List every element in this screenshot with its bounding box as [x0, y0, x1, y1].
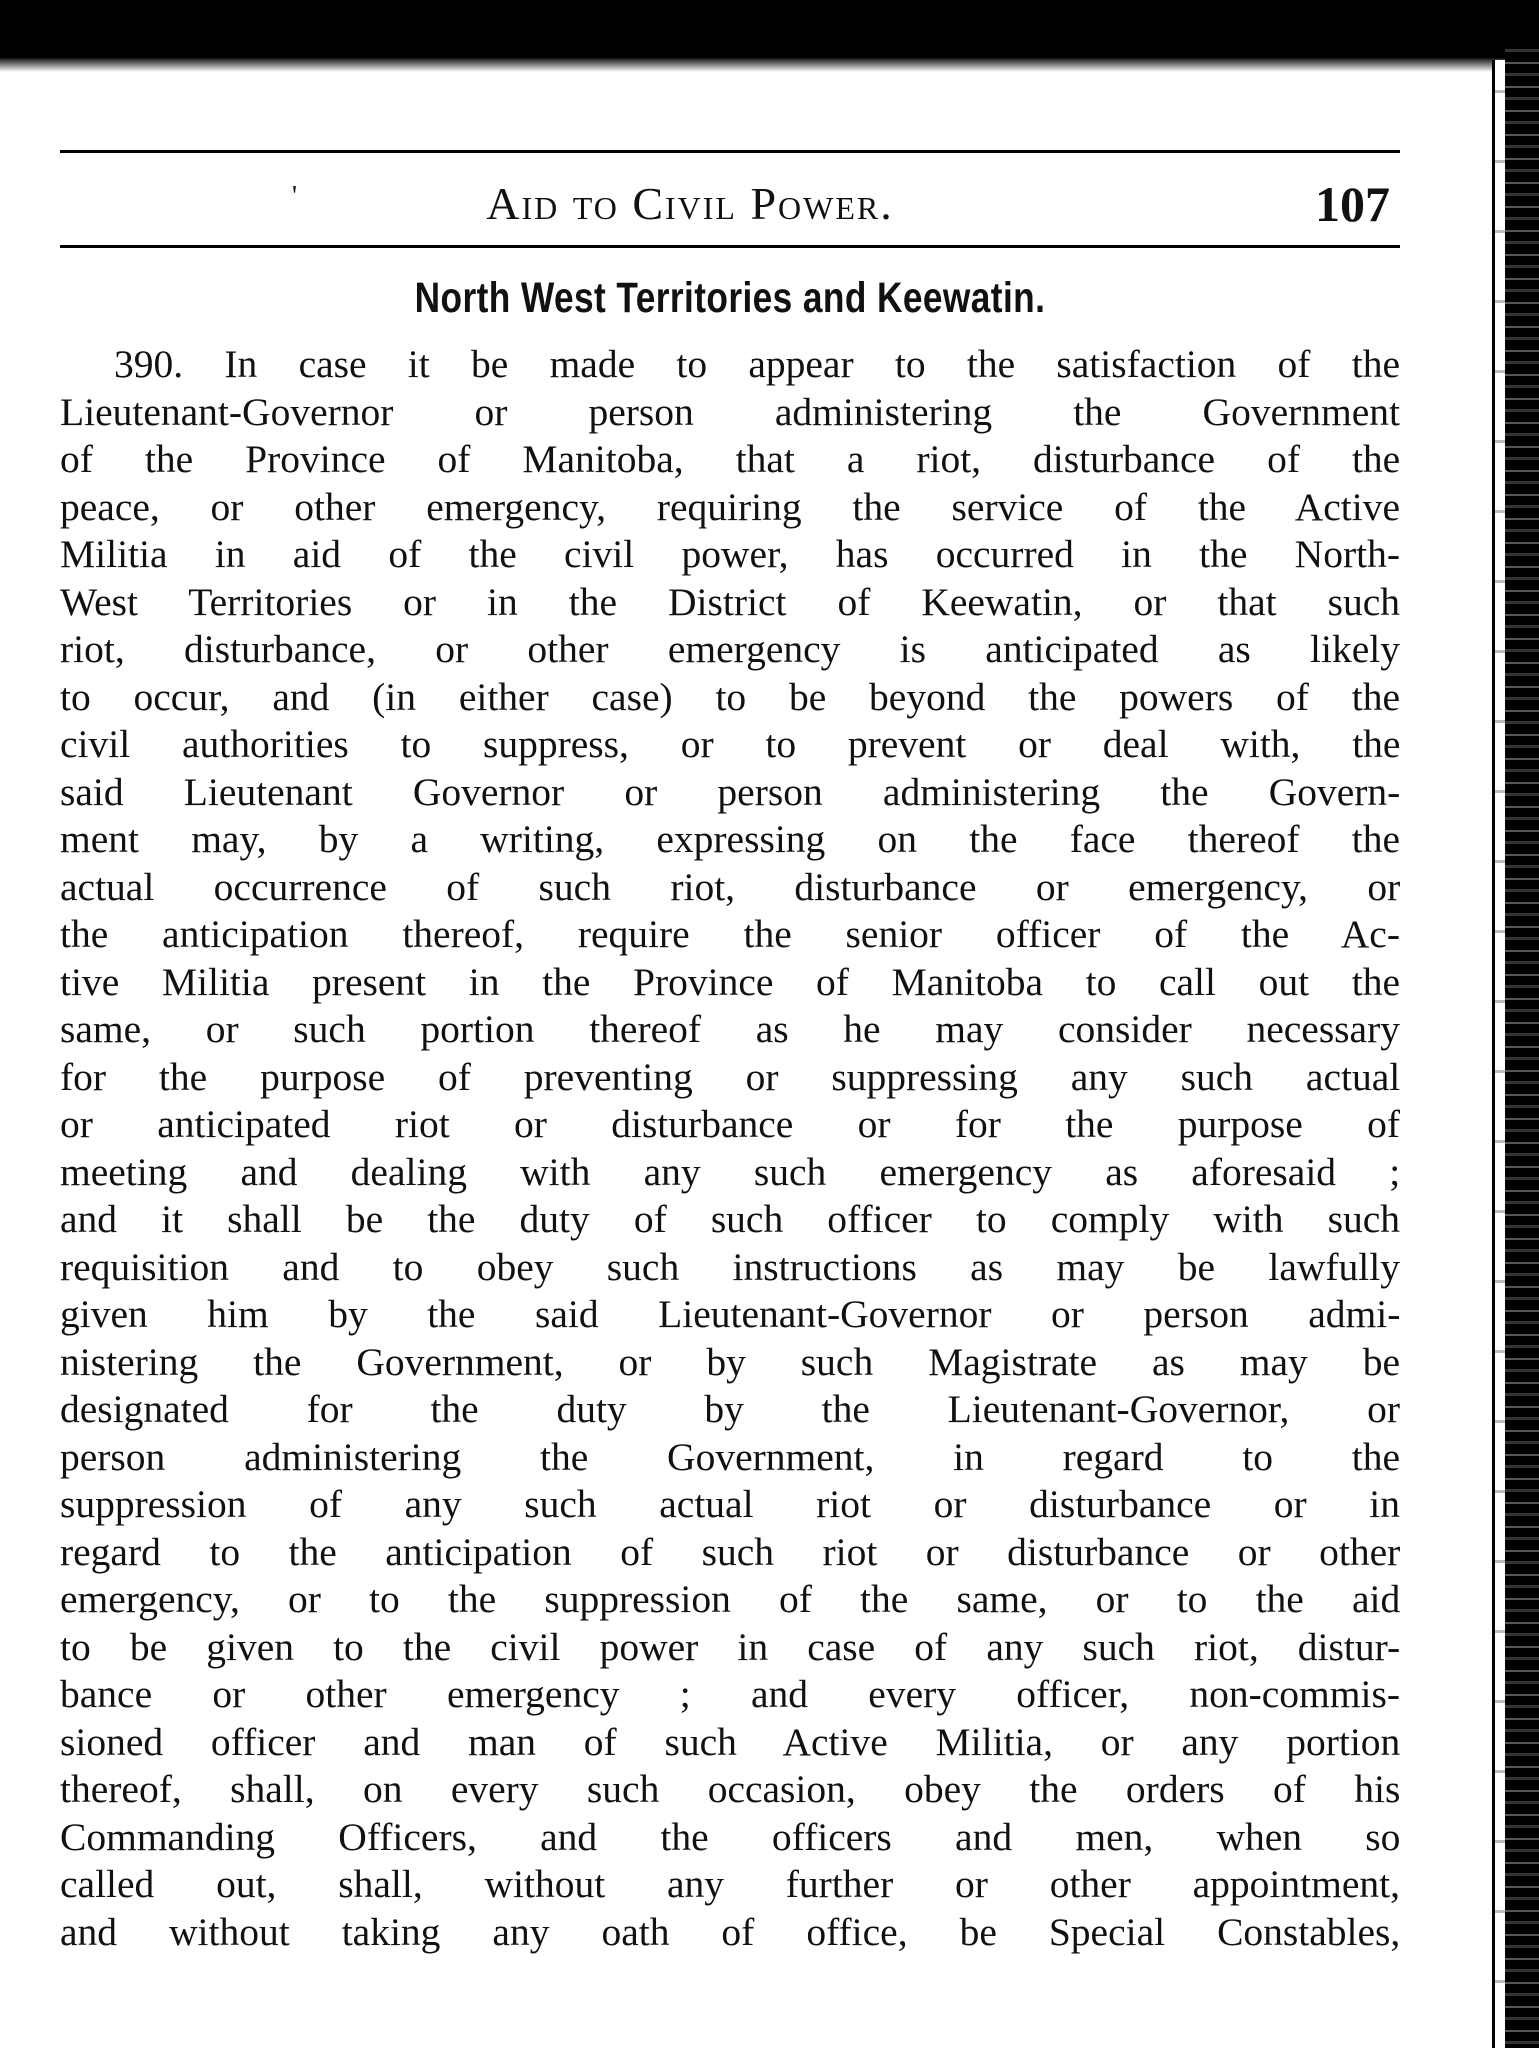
body-line: Militia in aid of the civil power, has occurred in the North- — [60, 532, 1400, 576]
body-line: Commanding Officers, and the officers and men, when so — [60, 1814, 1401, 1859]
book-page — [60, 150, 1400, 1956]
body-line: the anticipation thereof, require the senior officer of the Ac- — [60, 912, 1400, 956]
body-line: actual occurrence of such riot, disturbance or emergency, or — [60, 864, 1401, 909]
body-line: and without taking any oath of office, be Special Constables, — [60, 1909, 1401, 1954]
body-line: or anticipated riot or disturbance or for the purpose of — [60, 1102, 1401, 1146]
body-line: meeting and dealing with any such emergency as aforesaid ; — [60, 1149, 1401, 1194]
body-line: ment may, by a writing, expressing on the face thereof the — [60, 817, 1400, 861]
body-line: sioned officer and man of such Active Militia, or any portion — [60, 1719, 1401, 1764]
body-line: to be given to the civil power in case of any such riot, distur- — [60, 1624, 1401, 1669]
body-line: person administering the Government, in regard to the — [60, 1434, 1400, 1479]
page-edge-shadow — [1492, 60, 1505, 2048]
body-line: emergency, or to the suppression of the same, or to the aid — [60, 1577, 1401, 1621]
body-line: given him by the said Lieutenant-Governor or person admi- — [60, 1292, 1401, 1336]
body-line: and it shall be the duty of such officer to comply with such — [60, 1197, 1400, 1241]
running-head-mark: ' — [292, 181, 298, 212]
body-line: to occur, and (in either case) to be beyond the powers of the — [60, 674, 1400, 719]
body-line: requisition and to obey such instructions as may be lawfully — [60, 1244, 1400, 1289]
body-line: said Lieutenant Governor or person administering the Govern- — [60, 769, 1401, 814]
body-line: 390. In case it be made to appear to the satisfaction of the — [114, 342, 1400, 386]
scan-top-border — [0, 0, 1539, 58]
body-line: civil authorities to suppress, or to prevent or deal with, the — [60, 722, 1401, 766]
body-line: bance or other emergency ; and every officer, non-commis- — [60, 1672, 1400, 1716]
scan-right-border — [1505, 40, 1539, 2048]
section-title: North West Territories and Keewatin. — [414, 274, 1046, 322]
body-line: thereof, shall, on every such occasion, obey the orders of his — [60, 1767, 1401, 1811]
body-line: West Territories or in the District of Keewatin, or that such — [60, 579, 1401, 624]
header-bottom-rule — [60, 245, 1400, 248]
body-line: peace, or other emergency, requiring the service of the Active — [60, 484, 1400, 529]
page-number: 107 — [1315, 176, 1390, 232]
body-line: suppression of any such actual riot or disturbance or in — [60, 1482, 1400, 1526]
body-line: Lieutenant-Governor or person administering the Government — [60, 389, 1400, 434]
body-line: riot, disturbance, or other emergency is anticipated as likely — [60, 627, 1400, 671]
body-line: for the purpose of preventing or suppressing any such actual — [60, 1054, 1401, 1099]
body-line: same, or such portion thereof as he may consider necessary — [60, 1007, 1400, 1051]
section-390-body — [60, 341, 1400, 1956]
body-line: designated for the duty by the Lieutenant-Governor, or — [60, 1387, 1400, 1431]
body-line: regard to the anticipation of such riot or disturbance or other — [60, 1529, 1401, 1574]
running-head-title: Aid to Civil Power. — [486, 178, 894, 229]
body-line: tive Militia present in the Province of Manitoba to call out the — [60, 959, 1400, 1004]
body-line: of the Province of Manitoba, that a riot, disturbance of the — [60, 437, 1401, 481]
body-line: called out, shall, without any further or other appointment, — [60, 1862, 1400, 1906]
body-line: nistering the Government, or by such Magistrate as may be — [60, 1339, 1400, 1384]
running-head — [60, 153, 1400, 245]
